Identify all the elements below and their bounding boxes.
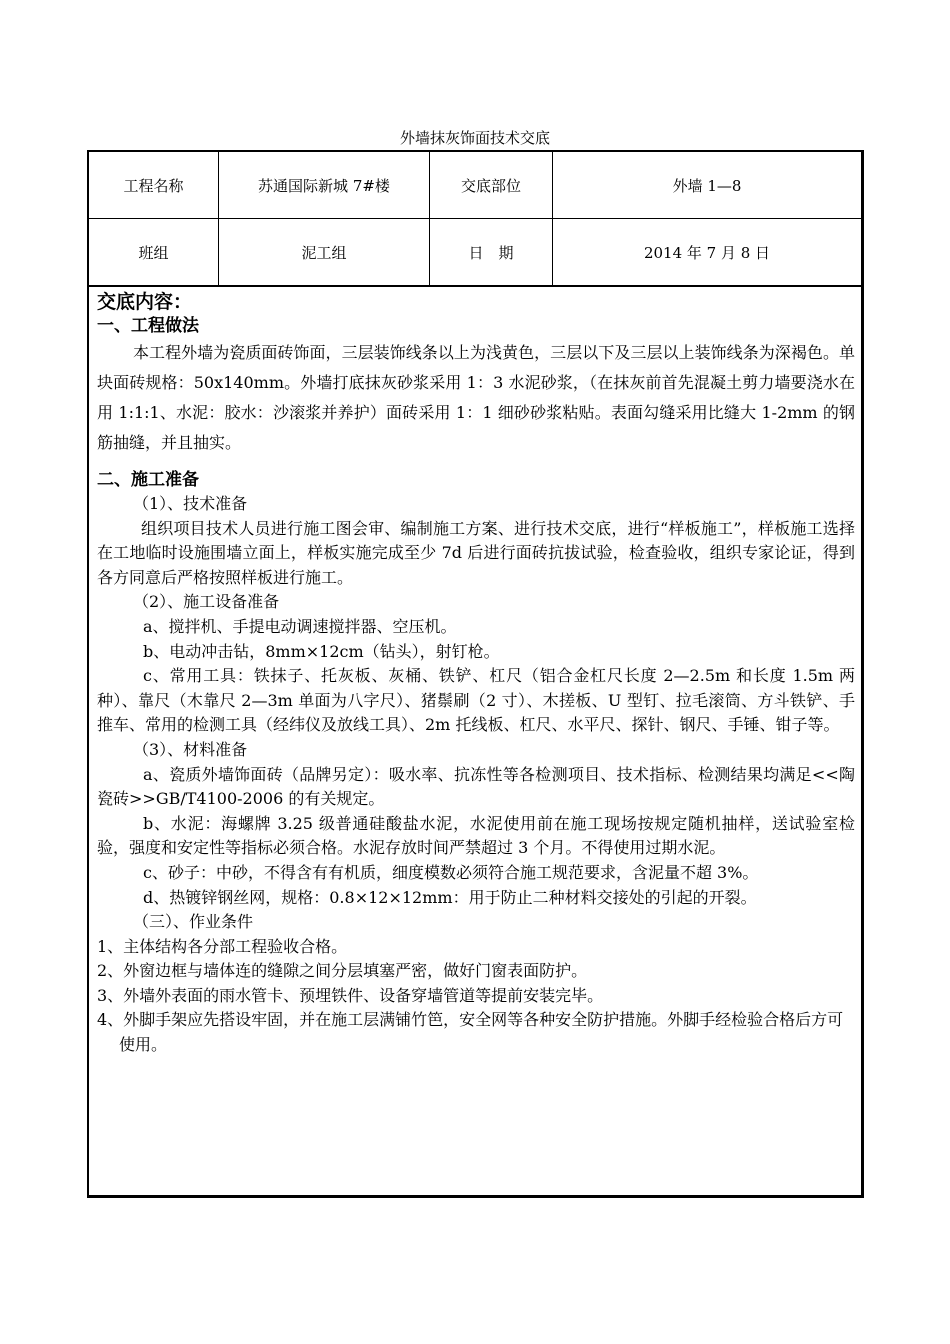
work-condition-1: 1、主体结构各分部工程验收合格。 — [97, 936, 348, 956]
section-1-paragraph: 本工程外墙为瓷质面砖饰面，三层装饰线条以上为浅黄色，三层以下及三层以上装饰线条为深褐色。单块面砖规格：50x140mm。外墙打底抹灰砂浆采用 1：3 水泥砂浆，（在抹灰前首先混凝土剪力墙要浇水在用 1:1:1、水泥：胶水：沙滚浆并养护）面砖采用 1：1 细砂砂浆粘贴。表面勾缝采用比缝大 1-2mm 的钢筋抽缝，并且抽实。 — [97, 343, 855, 452]
equipment-prep-title: （2）、施工设备准备 — [133, 592, 280, 612]
material-item-c: c、砂子：中砂，不得含有有机质，细度模数必须符合施工规范要求，含泥量不超 3%。 — [143, 862, 759, 882]
header-row-team — [89, 219, 861, 287]
disclosure-part-label: 交底部位 — [430, 152, 553, 218]
material-item-b: b、水泥：海螺牌 3.25 级普通硅酸盐水泥，水泥使用前在施工现场按规定随机抽样，送试验室检验，强度和安定性等指标必须合格。水泥存放时间严禁超过 3 个月。不得使用过期水泥。 — [97, 813, 855, 858]
document-title: 外墙抹灰饰面技术交底 — [399, 129, 550, 147]
content-area — [97, 290, 855, 1058]
work-condition-3: 3、外墙外表面的雨水管卡、预埋铁件、设备穿墙管道等提前安装完毕。 — [97, 985, 604, 1005]
header-row-project — [89, 152, 861, 219]
project-name-label: 工程名称 — [89, 152, 219, 218]
section-2-title: 二、施工准备 — [97, 470, 199, 490]
tech-prep-paragraph: 组织项目技术人员进行施工图会审、编制施工方案、进行技术交底，进行“样板施工”，样板施工选择在工地临时设施围墙立面上，样板实施完成至少 7d 后进行面砖抗拔试验，检查验收，组织专家论证，得到各方同意后严格按照样板进行施工。 — [97, 518, 855, 587]
material-prep-title: （3）、材料准备 — [133, 739, 248, 759]
project-name-value: 苏通国际新城 7#楼 — [219, 152, 430, 218]
content-heading: 交底内容： — [97, 291, 193, 313]
material-item-a: a、瓷质外墙饰面砖（品牌另定）：吸水率、抗冻性等各检测项目、技术指标、检测结果均满足<<陶瓷砖>>GB/T4100-2006 的有关规定。 — [97, 764, 855, 809]
team-label: 班组 — [89, 219, 219, 285]
team-value: 泥工组 — [219, 219, 430, 285]
equipment-item-a: a、搅拌机、手提电动调速搅拌器、空压机。 — [143, 616, 457, 636]
equipment-item-c: c、常用工具：铁抹子、托灰板、灰桶、铁铲、杠尺（铝合金杠尺长度 2—2.5m 和长度 1.5m 两种）、靠尺（木靠尺 2—3m 单面为八字尺）、猪鬃刷（2 寸）、木搓板、U 型钉、拉毛滚筒、方斗铁铲、手推车、常用的检测工具（经纬仪及放线工具）、2m 托线板、杠尺、水平尺、探针、钢尺、手锤、钳子等。 — [97, 666, 855, 735]
date-label: 日 期 — [430, 219, 553, 285]
work-condition-2: 2、外窗边框与墙体连的缝隙之间分层填塞严密，做好门窗表面防护。 — [97, 961, 588, 981]
section-1-title: 一、工程做法 — [97, 316, 199, 336]
date-value: 2014 年 7 月 8 日 — [643, 243, 771, 262]
material-item-d: d、热镀锌钢丝网，规格：0.8×12×12mm：用于防止二种材料交接处的引起的开裂。 — [143, 887, 757, 907]
work-conditions-title: （三）、作业条件 — [133, 912, 254, 932]
equipment-item-b: b、电动冲击钻，8mm×12cm（钻头），射钉枪。 — [143, 641, 500, 661]
disclosure-part-value: 外墙 1—8 — [672, 176, 742, 195]
disclosure-table — [87, 150, 864, 1198]
tech-prep-title: （1）、技术准备 — [133, 494, 248, 513]
work-condition-4: 4、外脚手架应先搭设牢固，并在施工层满铺竹笆，安全网等各种安全防护措施。外脚手经检验合格后方可使用。 — [97, 1010, 844, 1055]
